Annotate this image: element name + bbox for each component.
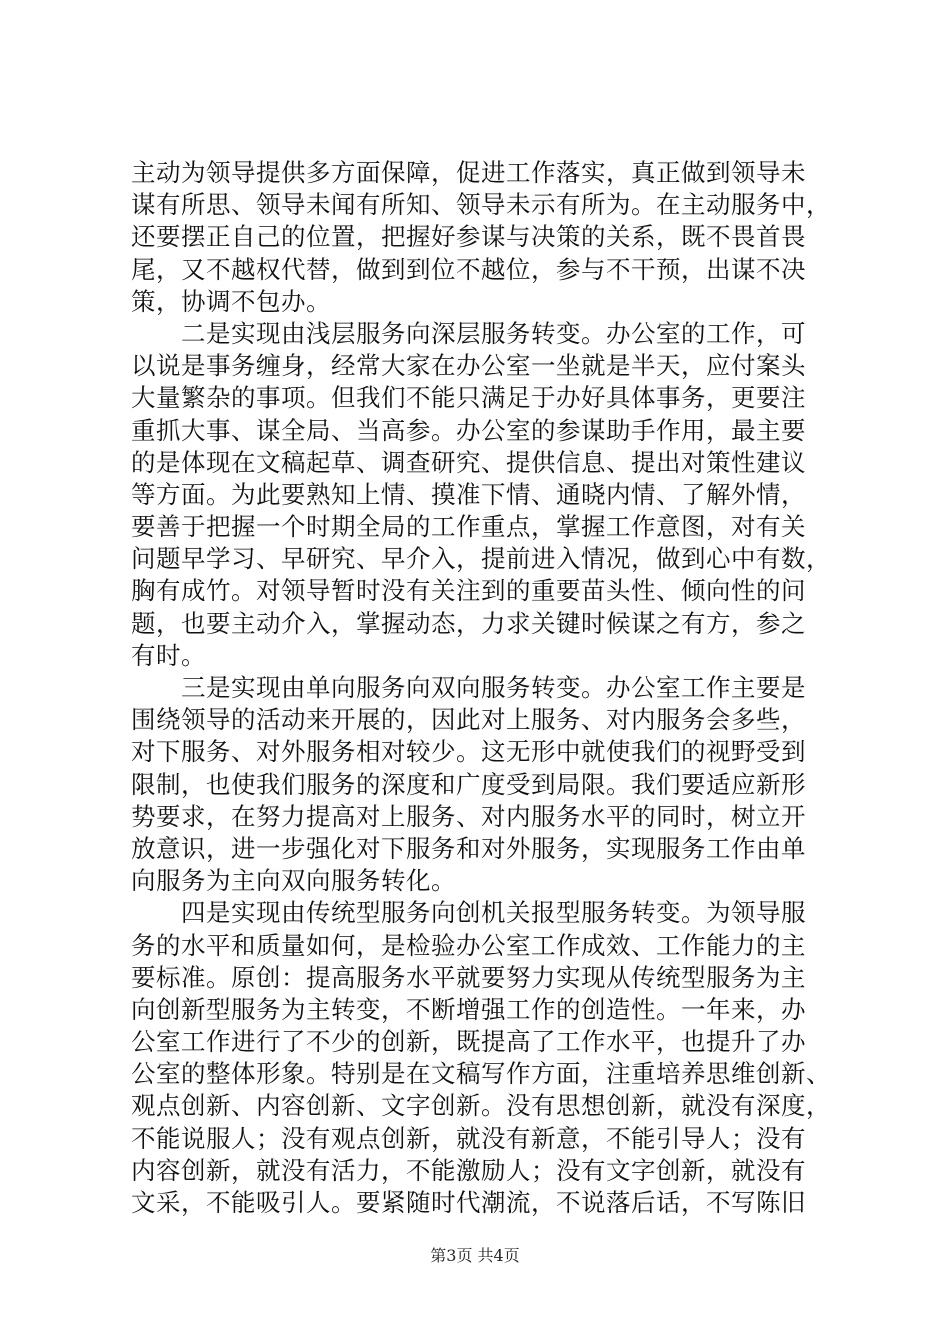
paragraph-line: 二是实现由浅层服务向深层服务转变。办公室的工作，可 (181, 318, 806, 348)
paragraph-line: 向创新型服务为主转变，不断增强工作的创造性。一年来，办 (131, 994, 806, 1024)
paragraph-line: 内容创新，就没有活力，不能激励人；没有文字创新，就没有 (131, 1155, 806, 1185)
paragraph-line: 公室工作进行了不少的创新，既提高了工作水平，也提升了办 (131, 1027, 806, 1057)
paragraph-line: 问题早学习、早研究、早介入，提前进入情况，做到心中有数， (131, 544, 831, 574)
paragraph-line: 题，也要主动介入，掌握动态，力求关键时候谋之有方，参之 (131, 608, 806, 638)
paragraph-line: 限制，也使我们服务的深度和广度受到局限。我们要适应新形 (131, 769, 806, 799)
paragraph-line: 不能说服人；没有观点创新，就没有新意，不能引导人；没有 (131, 1123, 806, 1153)
paragraph-line: 谋有所思、领导未闻有所知、领导未示有所为。在主动服务中， (131, 190, 831, 220)
paragraph-line: 对下服务、对外服务相对较少。这无形中就使我们的视野受到 (131, 737, 806, 767)
paragraph-line: 尾，又不越权代替，做到到位不越位，参与不干预，出谋不决 (131, 254, 806, 284)
paragraph-line: 要标准。原创：提高服务水平就要努力实现从传统型服务为主 (131, 962, 806, 992)
paragraph-line: 观点创新、内容创新、文字创新。没有思想创新，就没有深度， (131, 1091, 831, 1121)
paragraph-line: 放意识，进一步强化对下服务和对外服务，实现服务工作由单 (131, 833, 806, 863)
paragraph (131, 672, 831, 897)
paragraph-line: 公室的整体形象。特别是在文稿写作方面，注重培养思维创新、 (131, 1059, 831, 1089)
paragraph-line: 四是实现由传统型服务向创机关报型服务转变。为领导服 (181, 898, 806, 928)
paragraph-line: 三是实现由单向服务向双向服务转变。办公室工作主要是 (181, 673, 806, 702)
paragraph-line: 策，协调不包办。 (131, 286, 331, 316)
paragraph-line: 务的水平和质量如何，是检验办公室工作成效、工作能力的主 (131, 930, 806, 960)
paragraph-line: 等方面。为此要熟知上情、摸准下情、通晓内情、了解外情， (131, 479, 806, 509)
paragraph-line: 有时。 (131, 640, 206, 670)
paragraph-line: 主动为领导提供多方面保障，促进工作落实，真正做到领导未 (131, 158, 806, 187)
paragraph-line: 的是体现在文稿起草、调查研究、提供信息、提出对策性建议 (131, 447, 806, 477)
paragraph-line: 还要摆正自己的位置，把握好参谋与决策的关系，既不畏首畏 (131, 222, 806, 252)
paragraph (131, 897, 831, 1219)
paragraph-line: 围绕领导的活动来开展的，因此对上服务、对内服务会多些， (131, 705, 806, 735)
document-body (131, 157, 831, 1219)
paragraph-line: 大量繁杂的事项。但我们不能只满足于办好具体事务，更要注 (131, 383, 806, 413)
paragraph-line: 势要求，在努力提高对上服务、对内服务水平的同时，树立开 (131, 801, 806, 831)
paragraph-line: 向服务为主向双向服务转化。 (131, 866, 456, 896)
paragraph-line: 以说是事务缠身，经常大家在办公室一坐就是半天，应付案头 (131, 351, 806, 381)
paragraph (131, 318, 831, 672)
paragraph-line: 要善于把握一个时期全局的工作重点，掌握工作意图，对有关 (131, 512, 806, 542)
paragraph (131, 157, 831, 318)
page-footer: 第3页 共4页 (430, 1246, 520, 1265)
paragraph-line: 文采，不能吸引人。要紧随时代潮流，不说落后话，不写陈旧 (131, 1188, 806, 1217)
paragraph-line: 重抓大事、谋全局、当高参。办公室的参谋助手作用，最主要 (131, 415, 806, 445)
paragraph-line: 胸有成竹。对领导暂时没有关注到的重要苗头性、倾向性的问 (131, 576, 806, 606)
